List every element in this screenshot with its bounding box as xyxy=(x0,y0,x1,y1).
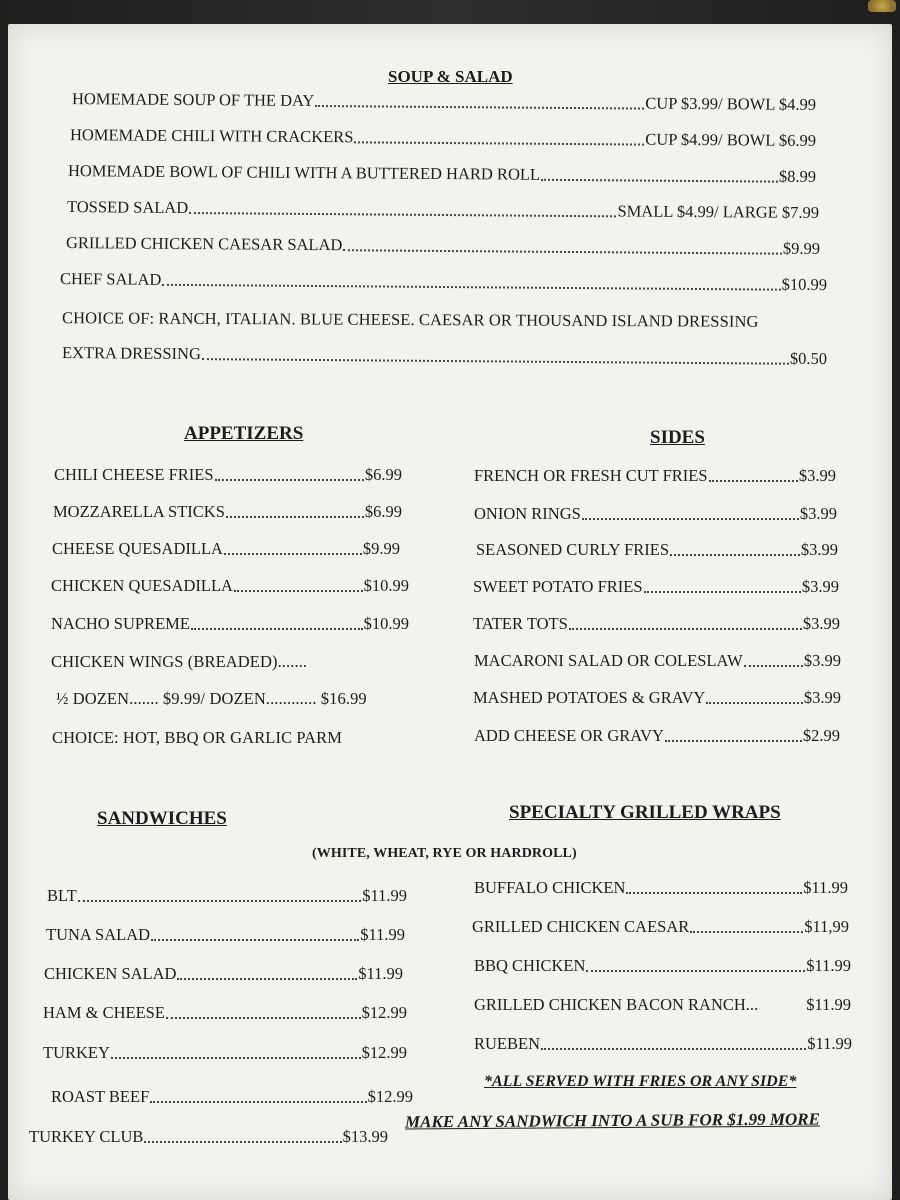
appetizers-heading: APPETIZERS xyxy=(184,423,304,444)
item-price: $3.99 xyxy=(803,688,841,707)
item-name: CHICKEN SALAD xyxy=(44,964,177,983)
item-price: $12.99 xyxy=(361,1003,407,1022)
item-price: $3.99 xyxy=(799,504,837,523)
wings-pricing-line xyxy=(56,689,367,709)
sides-heading: SIDES xyxy=(650,427,705,448)
leader-dots xyxy=(315,105,644,110)
item-name: CHICKEN QUESADILLA xyxy=(51,576,233,595)
sub-upgrade-note: MAKE ANY SANDWICH INTO A SUB FOR $1.99 MORE xyxy=(404,1109,820,1132)
menu-item-curly-fries xyxy=(476,540,838,560)
leader-dots xyxy=(644,591,801,593)
item-price: $10.99 xyxy=(363,576,409,595)
wings-dozen-price: $16.99 xyxy=(320,689,367,708)
item-name: CHILI CHEESE FRIES xyxy=(54,465,214,484)
menu-item-blt xyxy=(47,886,407,906)
menu-item-ham-cheese xyxy=(43,1003,407,1023)
item-name: TUNA SALAD xyxy=(46,925,151,944)
item-name: HOMEMADE BOWL OF CHILI WITH A BUTTERED HARD ROLL xyxy=(67,161,541,184)
leader-dots xyxy=(191,628,363,630)
item-price: $8.99 xyxy=(778,166,817,186)
leader-dots xyxy=(150,1101,366,1103)
item-price: $13.99 xyxy=(342,1127,388,1146)
menu-item-tater-tots xyxy=(473,614,840,634)
menu-item-chicken-bacon-ranch xyxy=(474,995,851,1015)
item-price: $2.99 xyxy=(802,726,840,745)
menu-item-fries xyxy=(474,466,836,486)
item-name: HOMEMADE CHILI WITH CRACKERS xyxy=(69,125,354,147)
item-price: $9.99 xyxy=(782,238,821,258)
leader-dots xyxy=(744,665,803,667)
leader-dots xyxy=(151,939,359,941)
item-price: $3.99 xyxy=(803,651,841,670)
leader-dots xyxy=(202,358,789,365)
leader-dots xyxy=(166,1017,361,1019)
menu-item-chicken-salad xyxy=(44,964,403,984)
menu-item-turkey xyxy=(43,1043,407,1063)
menu-item-add-cheese-gravy xyxy=(474,726,840,746)
item-name: CHEESE QUESADILLA xyxy=(52,539,223,558)
menu-item-tuna-salad xyxy=(46,925,405,945)
leader-dots xyxy=(234,590,363,592)
item-name: GRILLED CHICKEN CAESAR SALAD xyxy=(65,233,343,255)
wings-half-dozen-label: ½ DOZEN....... xyxy=(56,689,159,708)
gold-corner-clip xyxy=(868,0,896,12)
item-price: $11.99 xyxy=(360,925,405,944)
item-price: $11.99 xyxy=(806,995,851,1014)
menu-item-roast-beef xyxy=(51,1087,413,1107)
leader-dots xyxy=(626,892,802,894)
item-price: $11.99 xyxy=(807,1034,852,1053)
wings-half-dozen-price: $9.99/ DOZEN............ xyxy=(162,689,317,708)
leader-dots xyxy=(706,702,803,704)
leader-dots xyxy=(569,628,802,630)
item-name: HAM & CHEESE xyxy=(43,1003,165,1022)
item-name: TOSSED SALAD xyxy=(66,197,189,217)
leader-dots xyxy=(670,554,800,556)
item-price: $10.99 xyxy=(781,274,828,295)
item-name: GRILLED CHICKEN BACON RANCH... xyxy=(474,995,759,1014)
leader-dots xyxy=(189,212,616,217)
leader-dots xyxy=(541,179,778,183)
leader-dots xyxy=(690,931,803,933)
menu-item-chicken-quesadilla xyxy=(51,576,409,596)
item-name: TURKEY xyxy=(43,1043,110,1062)
item-name: MOZZARELLA STICKS xyxy=(53,502,225,521)
item-price: $11.99 xyxy=(362,886,407,905)
leader-dots xyxy=(582,518,799,520)
leader-dots xyxy=(343,249,782,254)
item-name: TURKEY CLUB xyxy=(29,1127,144,1146)
item-price: $11,99 xyxy=(804,917,849,936)
menu-item-onion-rings xyxy=(474,504,837,524)
item-price: $3.99 xyxy=(802,614,840,633)
menu-item-mozzarella-sticks xyxy=(53,502,402,522)
leader-dots xyxy=(226,516,364,518)
item-name: ROAST BEEF xyxy=(51,1087,150,1106)
leader-dots xyxy=(162,284,780,291)
item-name: SWEET POTATO FRIES xyxy=(473,577,643,596)
menu-item-sweet-potato-fries xyxy=(473,577,839,597)
item-name: CHEF SALAD xyxy=(59,268,162,289)
item-price: $9.99 xyxy=(362,539,400,558)
item-price: $3.99 xyxy=(801,577,839,596)
menu-item-cheese-quesadilla xyxy=(52,539,400,559)
menu-item-bbq-chicken xyxy=(474,956,851,976)
menu-item-chili-cheese-fries xyxy=(54,465,402,485)
dressing-choice-note: CHOICE OF: RANCH, ITALIAN. BLUE CHEESE. CAESAR OR THOUSAND ISLAND DRESSING xyxy=(61,308,759,331)
wings-sauce-choice: CHOICE: HOT, BBQ OR GARLIC PARM xyxy=(52,728,343,747)
leader-dots xyxy=(144,1141,341,1143)
item-price: $0.50 xyxy=(789,348,828,369)
wraps-heading: SPECIALTY GRILLED WRAPS xyxy=(509,802,781,823)
item-price: $10.99 xyxy=(363,614,409,633)
item-price: CUP $3.99/ BOWL $4.99 xyxy=(645,93,817,114)
leader-dots xyxy=(586,970,805,972)
item-price: $6.99 xyxy=(364,502,402,521)
served-with-fries-note: *ALL SERVED WITH FRIES OR ANY SIDE* xyxy=(484,1073,797,1090)
item-name: ONION RINGS xyxy=(474,504,581,523)
item-name: MACARONI SALAD OR COLESLAW xyxy=(474,651,743,670)
item-name: ADD CHEESE OR GRAVY xyxy=(474,726,664,745)
sandwiches-heading: SANDWICHES xyxy=(97,808,227,829)
menu-item-rueben xyxy=(474,1034,852,1054)
menu-item-grilled-chicken-caesar xyxy=(472,917,849,937)
item-price: $11.99 xyxy=(803,878,848,897)
item-name: NACHO SUPREME xyxy=(51,614,190,633)
item-price: $11.99 xyxy=(806,956,851,975)
item-price: SMALL $4.99/ LARGE $7.99 xyxy=(617,201,820,222)
leader-dots xyxy=(665,740,802,742)
item-name: HOMEMADE SOUP OF THE DAY xyxy=(71,89,315,110)
chicken-wings-label: CHICKEN WINGS (BREADED)....... xyxy=(51,652,308,671)
soup-salad-heading: SOUP & SALAD xyxy=(388,67,513,86)
menu-item-mashed-potatoes xyxy=(473,688,841,708)
item-name: BUFFALO CHICKEN xyxy=(474,878,626,897)
menu-item-macaroni-coleslaw xyxy=(474,651,841,671)
leader-dots xyxy=(111,1057,361,1059)
item-name: RUEBEN xyxy=(474,1034,540,1053)
item-price: CUP $4.99/ BOWL $6.99 xyxy=(645,129,817,150)
leader-dots xyxy=(541,1048,806,1050)
item-price: $3.99 xyxy=(798,466,836,485)
menu-item-turkey-club xyxy=(29,1127,388,1147)
item-name: SEASONED CURLY FRIES xyxy=(476,540,670,559)
bread-choice-note: (WHITE, WHEAT, RYE OR HARDROLL) xyxy=(312,846,577,861)
item-price: $12.99 xyxy=(361,1043,407,1062)
menu-item-nacho-supreme xyxy=(51,614,409,634)
item-name: FRENCH OR FRESH CUT FRIES xyxy=(474,466,708,485)
leader-dots xyxy=(215,479,364,481)
item-price: $11.99 xyxy=(358,964,403,983)
menu-item-buffalo-chicken xyxy=(474,878,848,898)
item-name: EXTRA DRESSING xyxy=(61,342,201,364)
item-name: GRILLED CHICKEN CAESAR xyxy=(472,917,690,936)
leader-dots xyxy=(224,553,362,555)
item-name: BBQ CHICKEN xyxy=(474,956,586,975)
item-price: $6.99 xyxy=(364,465,402,484)
leader-dots xyxy=(709,480,798,482)
item-name: MASHED POTATOES & GRAVY xyxy=(473,688,706,707)
leader-dots xyxy=(78,900,362,902)
leader-dots xyxy=(354,141,644,145)
item-name: TATER TOTS xyxy=(473,614,568,633)
item-price: $3.99 xyxy=(800,540,838,559)
item-name: BLT xyxy=(47,886,77,905)
leader-dots xyxy=(177,978,357,980)
item-price: $12.99 xyxy=(367,1087,413,1106)
